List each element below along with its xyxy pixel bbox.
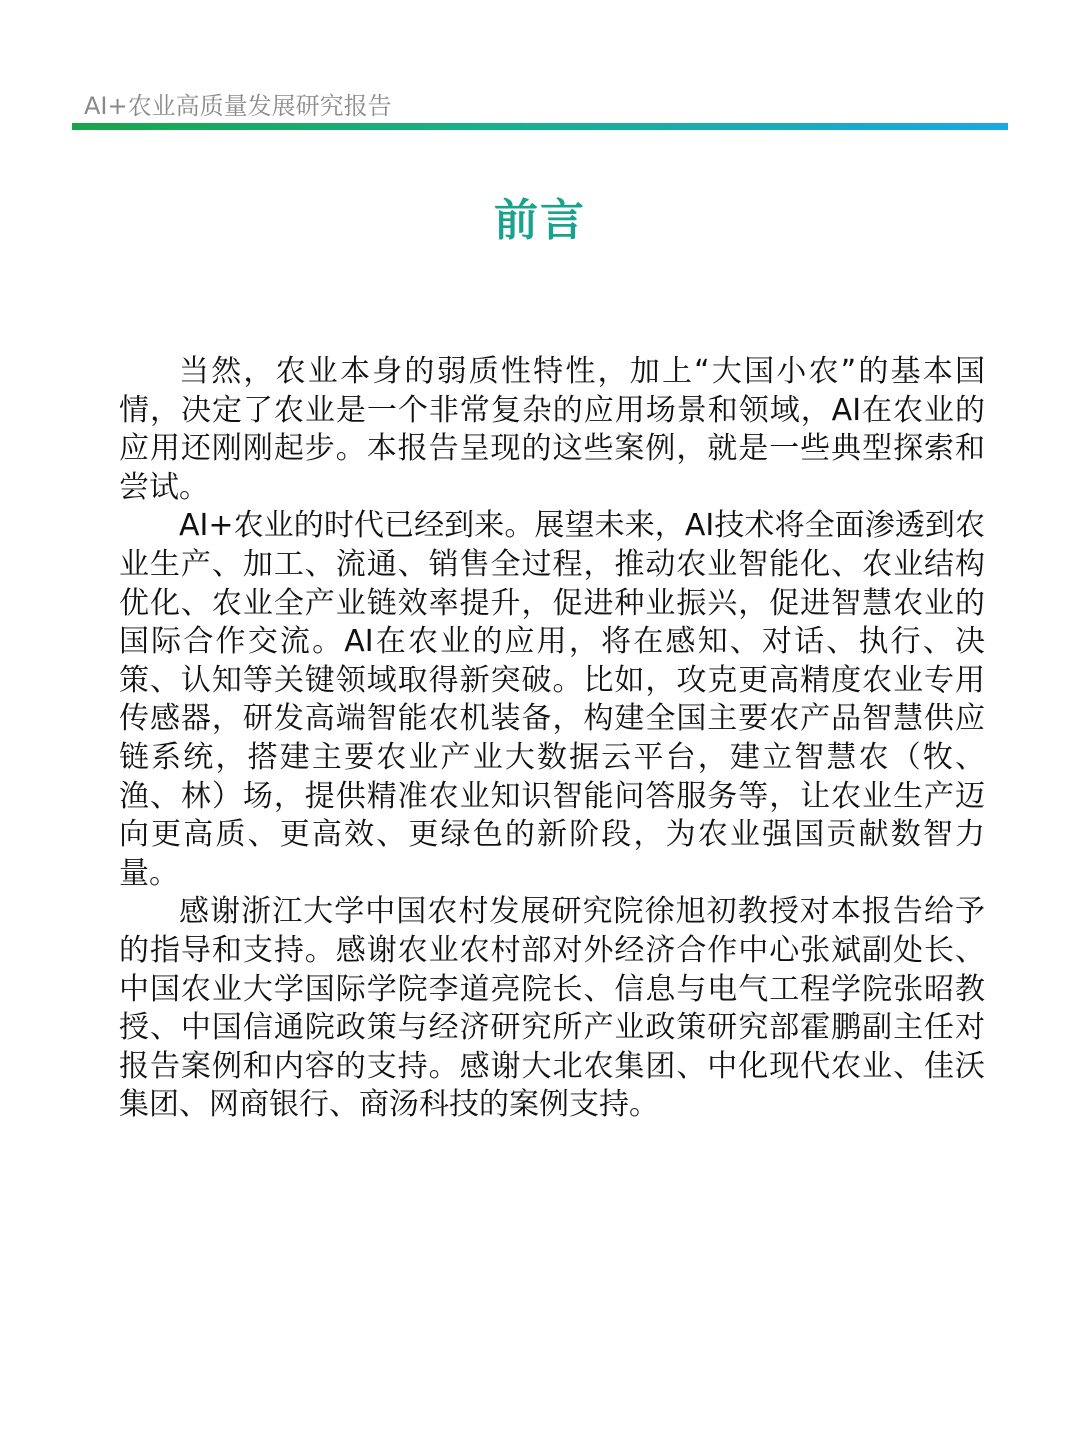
preface-paragraph-1: 当然，农业本身的弱质性特性，加上“大国小农”的基本国情，决定了农业是一个非常复杂的应用场景和领域，AI在农业的应用还刚刚起步。本报告呈现的这些案例，就是一些典型探索和尝试。 [119, 354, 985, 505]
report-header-title: AI+农业高质量发展研究报告 [84, 92, 392, 120]
header-divider [72, 123, 1008, 130]
preface-paragraph-3: 感谢浙江大学中国农村发展研究院徐旭初教授对本报告给予的指导和支持。感谢农业农村部对外经济合作中心张斌副处长、中国农业大学国际学院李道亮院长、信息与电气工程学院张昭教授、中国信通院政策与经济研究所产业政策研究部霍鹏副主任对报告案例和内容的支持。感谢大北农集团、中化现代农业、佳沃集团、网商银行、商汤科技的案例支持。 [119, 894, 985, 1123]
page-title: 前言 [494, 195, 586, 246]
preface-paragraph-2: AI+农业的时代已经到来。展望未来，AI技术将全面渗透到农业生产、加工、流通、销售全过程，推动农业智能化、农业结构优化、农业全产业链效率提升，促进种业振兴，促进智慧农业的国际合作交流。AI在农业的应用，将在感知、对话、执行、决策、认知等关键领域取得新突破。比如，攻克更高精度农业专用传感器，研发高端智能农机装备，构建全国主要农产品智慧供应链系统，搭建主要农业产业大数据云平台，建立智慧农（牧、渔、林）场，提供精准农业知识智能问答服务等，让农业生产迈向更高质、更高效、更绿色的新阶段，为农业强国贡献数智力量。 [119, 508, 985, 891]
preface-body [119, 353, 985, 1125]
